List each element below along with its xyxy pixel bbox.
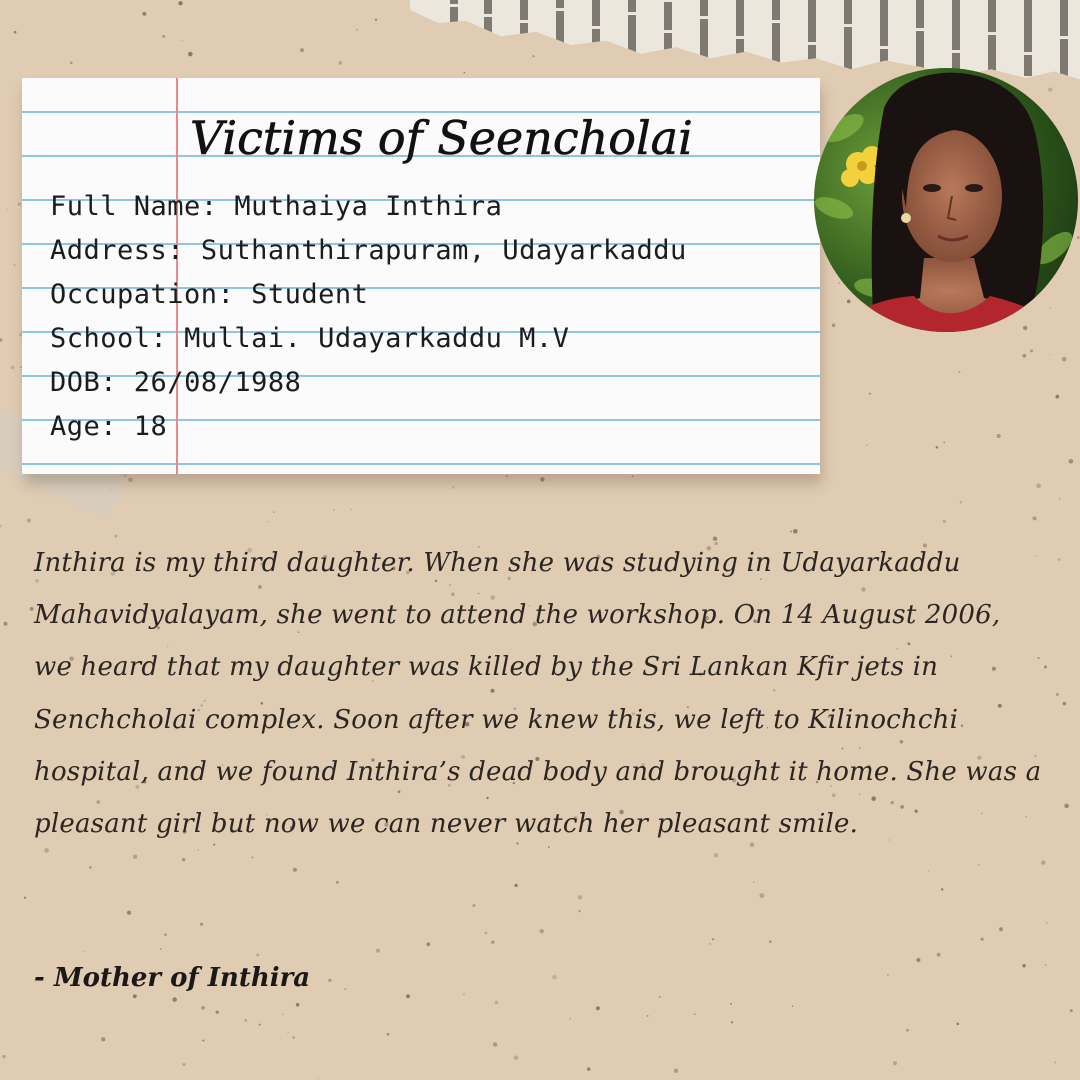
field-value: 26/08/1988 xyxy=(133,367,302,398)
field-label: Full Name xyxy=(50,191,201,222)
victim-portrait xyxy=(814,68,1078,332)
card-fields xyxy=(50,185,687,449)
field-school: School: Mullai. Udayarkaddu M.V xyxy=(50,323,570,354)
field-address: Address: Suthanthirapuram, Udayarkaddu xyxy=(50,235,687,266)
field-value: Muthaiya Inthira xyxy=(234,191,503,222)
field-label: Occupation xyxy=(50,279,218,310)
field-value: 18 xyxy=(133,411,168,442)
field-age: Age: 18 xyxy=(50,411,168,442)
field-full-name: Full Name: Muthaiya Inthira xyxy=(50,191,503,222)
testimony-attribution: - Mother of Inthira xyxy=(34,963,311,993)
field-value: Suthanthirapuram, Udayarkaddu xyxy=(200,235,687,266)
card-title xyxy=(182,90,702,180)
field-label: Address xyxy=(50,235,168,266)
field-value: Mullai. Udayarkaddu M.V xyxy=(184,323,570,354)
field-occupation: Occupation: Student xyxy=(50,279,369,310)
field-label: School xyxy=(50,323,151,354)
card-title-text: Victims of Seencholai xyxy=(190,111,693,165)
victim-index-card xyxy=(22,78,820,474)
field-label: DOB xyxy=(50,367,101,398)
mother-testimony: Inthira is my third daughter. When she was studying in Udayarkaddu Mahavidyalayam, she went to attend the workshop. On 14 August 2006, we heard that my daughter was killed by the Sri Lankan Kfir jets in Senchcholai complex. Soon after we knew this, we left to Kilinochchi hospital, and we found Inthira’s dead body and brought it home. She was a pleasant girl but now we can never watch her pleasant smile. xyxy=(34,548,1042,840)
field-value: Student xyxy=(251,279,369,310)
field-dob: DOB: 26/08/1988 xyxy=(50,367,302,398)
field-label: Age xyxy=(50,411,101,442)
